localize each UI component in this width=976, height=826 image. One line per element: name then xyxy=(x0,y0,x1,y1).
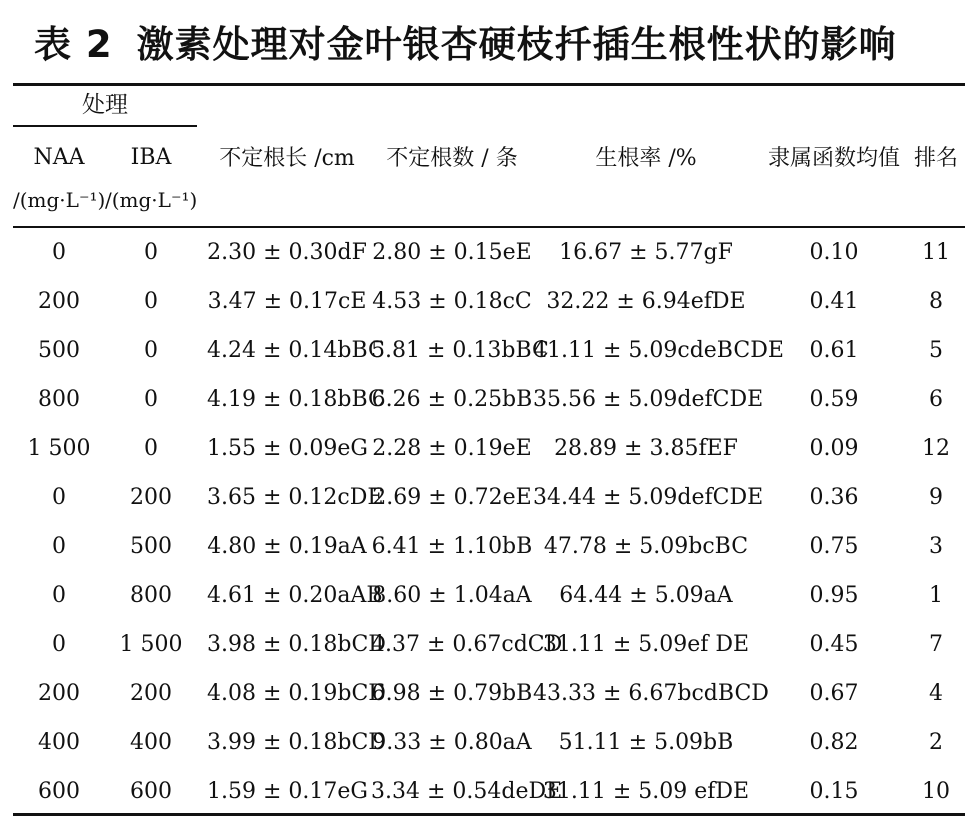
rooting-rate-value: 28.89 ± 3.85fEF xyxy=(554,436,738,461)
membership-mean-value: 0.15 xyxy=(809,779,859,804)
root-number-value: 6.98 ± 0.79bB xyxy=(371,681,533,706)
naa-value: 0 xyxy=(52,534,66,559)
table-header xyxy=(0,0,976,226)
rooting-rate-value: 64.44 ± 5.09aA xyxy=(559,583,733,608)
iba-value: 600 xyxy=(130,779,172,804)
table-number: 表 2 xyxy=(34,23,113,66)
rank-value: 1 xyxy=(929,583,943,608)
iba-value: 0 xyxy=(144,240,158,265)
table-row xyxy=(0,571,976,620)
naa-value: 400 xyxy=(38,730,80,755)
rank-value: 11 xyxy=(922,240,950,265)
naa-unit-header: /(mg·L⁻¹) xyxy=(13,188,106,212)
rooting-rate-value: 41.11 ± 5.09cdeBCDE xyxy=(533,338,784,363)
naa-value: 0 xyxy=(52,485,66,510)
iba-value: 1 500 xyxy=(119,632,183,657)
rank-value: 5 xyxy=(929,338,943,363)
rank-header: 排名 xyxy=(913,146,958,171)
naa-value: 1 500 xyxy=(27,436,91,461)
membership-mean-value: 0.67 xyxy=(809,681,859,706)
rank-value: 3 xyxy=(929,534,943,559)
rooting-rate-value: 31.11 ± 5.09ef DE xyxy=(542,632,750,657)
rank-value: 6 xyxy=(929,387,943,412)
root-number-value: 2.80 ± 0.15eE xyxy=(372,240,532,265)
rooting-rate-header: 生根率 /% xyxy=(595,146,697,171)
rooting-rate-value: 16.67 ± 5.77gF xyxy=(559,240,733,265)
table-row xyxy=(0,767,976,816)
root-length-value: 3.99 ± 0.18bCD xyxy=(207,730,386,755)
table-caption: 激素处理对金叶银杏硬枝扦插生根性状的影响 xyxy=(136,23,897,66)
rooting-rate-value: 32.22 ± 6.94efDE xyxy=(546,289,746,314)
iba-value: 0 xyxy=(144,338,158,363)
iba-value: 500 xyxy=(130,534,172,559)
iba-header: IBA xyxy=(130,145,172,170)
rank-value: 8 xyxy=(929,289,943,314)
root-number-value: 6.41 ± 1.10bB xyxy=(371,534,533,559)
naa-header: NAA xyxy=(33,145,85,170)
table-row xyxy=(0,620,976,669)
rooting-rate-value: 35.56 ± 5.09defCDE xyxy=(533,387,764,412)
rooting-rate-value: 34.44 ± 5.09defCDE xyxy=(533,485,764,510)
membership-mean-value: 0.45 xyxy=(809,632,859,657)
root-length-value: 3.65 ± 0.12cDE xyxy=(207,485,384,510)
root-length-value: 4.08 ± 0.19bCD xyxy=(207,681,386,706)
rooting-rate-value: 43.33 ± 6.67bcdBCD xyxy=(533,681,769,706)
rank-value: 10 xyxy=(922,779,950,804)
root-number-value: 3.34 ± 0.54deDE xyxy=(371,779,563,804)
table-row xyxy=(0,473,976,522)
naa-value: 0 xyxy=(52,583,66,608)
membership-mean-value: 0.61 xyxy=(809,338,859,363)
iba-value: 200 xyxy=(130,681,172,706)
rank-value: 12 xyxy=(922,436,950,461)
rank-value: 9 xyxy=(929,485,943,510)
membership-mean-value: 0.09 xyxy=(809,436,859,461)
iba-value: 800 xyxy=(130,583,172,608)
iba-value: 0 xyxy=(144,387,158,412)
root-number-value: 4.53 ± 0.18cC xyxy=(372,289,532,314)
table-row xyxy=(0,424,976,473)
root-length-header: 不定根长 /cm xyxy=(219,146,355,171)
rooting-rate-value: 47.78 ± 5.09bcBC xyxy=(543,534,749,559)
root-length-value: 4.61 ± 0.20aAB xyxy=(207,583,383,608)
root-length-value: 3.98 ± 0.18bCD xyxy=(207,632,386,657)
iba-value: 200 xyxy=(130,485,172,510)
root-number-header: 不定根数 / 条 xyxy=(386,146,518,171)
membership-mean-value: 0.10 xyxy=(809,240,859,265)
naa-value: 500 xyxy=(38,338,80,363)
table-row xyxy=(0,669,976,718)
naa-value: 200 xyxy=(38,289,80,314)
membership-mean-value: 0.36 xyxy=(809,485,859,510)
table-row xyxy=(0,277,976,326)
table-row xyxy=(0,326,976,375)
table-row xyxy=(0,718,976,767)
iba-unit-header: /(mg·L⁻¹) xyxy=(105,188,198,212)
table-row xyxy=(0,375,976,424)
table-row xyxy=(0,228,976,277)
root-length-value: 3.47 ± 0.17cE xyxy=(207,289,367,314)
root-number-value: 9.33 ± 0.80aA xyxy=(372,730,532,755)
table-body xyxy=(0,228,976,813)
membership-mean-value: 0.59 xyxy=(809,387,859,412)
root-length-value: 2.30 ± 0.30dF xyxy=(207,240,367,265)
membership-mean-value: 0.41 xyxy=(809,289,859,314)
root-number-value: 5.81 ± 0.13bBC xyxy=(371,338,549,363)
root-number-value: 2.69 ± 0.72eE xyxy=(372,485,532,510)
root-length-value: 4.19 ± 0.18bBC xyxy=(207,387,385,412)
root-number-value: 4.37 ± 0.67cdCD xyxy=(371,632,563,657)
root-number-value: 6.26 ± 0.25bB xyxy=(371,387,533,412)
treatment-group-header: 处理 xyxy=(82,92,128,118)
rooting-rate-value: 51.11 ± 5.09bB xyxy=(558,730,734,755)
naa-value: 200 xyxy=(38,681,80,706)
root-length-value: 1.59 ± 0.17eG xyxy=(207,779,368,804)
naa-value: 0 xyxy=(52,632,66,657)
membership-mean-value: 0.82 xyxy=(809,730,859,755)
iba-value: 0 xyxy=(144,289,158,314)
membership-mean-value: 0.75 xyxy=(809,534,859,559)
membership-mean-value: 0.95 xyxy=(809,583,859,608)
root-number-value: 8.60 ± 1.04aA xyxy=(372,583,532,608)
table-row xyxy=(0,522,976,571)
naa-value: 800 xyxy=(38,387,80,412)
membership-mean-header: 隶属函数均值 xyxy=(767,146,900,171)
rank-value: 4 xyxy=(929,681,943,706)
iba-value: 400 xyxy=(130,730,172,755)
root-length-value: 1.55 ± 0.09eG xyxy=(207,436,368,461)
naa-value: 600 xyxy=(38,779,80,804)
root-number-value: 2.28 ± 0.19eE xyxy=(372,436,532,461)
rank-value: 7 xyxy=(929,632,943,657)
iba-value: 0 xyxy=(144,436,158,461)
rank-value: 2 xyxy=(929,730,943,755)
rooting-rate-value: 31.11 ± 5.09 efDE xyxy=(542,779,750,804)
root-length-value: 4.80 ± 0.19aA xyxy=(207,534,367,559)
naa-value: 0 xyxy=(52,240,66,265)
root-length-value: 4.24 ± 0.14bBC xyxy=(207,338,385,363)
